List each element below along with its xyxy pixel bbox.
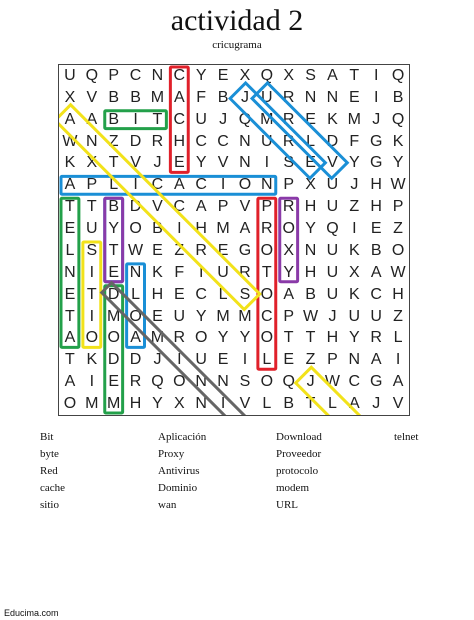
grid-letter[interactable]: M bbox=[216, 220, 230, 238]
grid-letter[interactable]: M bbox=[150, 329, 165, 347]
grid-letter[interactable]: Z bbox=[393, 220, 403, 238]
grid-letter[interactable]: L bbox=[131, 285, 141, 303]
grid-letter[interactable]: H bbox=[392, 285, 404, 303]
grid-letter[interactable]: E bbox=[305, 110, 316, 128]
grid-letter[interactable]: Q bbox=[391, 110, 405, 128]
word-item: telnet bbox=[394, 431, 419, 443]
grid-letter[interactable]: I bbox=[220, 176, 226, 194]
grid-letter[interactable]: R bbox=[239, 263, 251, 281]
grid-letter[interactable]: F bbox=[196, 88, 207, 106]
grid-letter[interactable]: V bbox=[239, 198, 251, 216]
grid-letter[interactable]: L bbox=[65, 241, 75, 259]
grid-letter[interactable]: C bbox=[348, 373, 361, 391]
grid-letter[interactable]: N bbox=[195, 373, 207, 391]
grid-letter[interactable]: X bbox=[64, 88, 76, 106]
grid-letter[interactable]: M bbox=[107, 307, 121, 325]
grid-letter[interactable]: H bbox=[370, 198, 382, 216]
grid-letter[interactable]: F bbox=[174, 263, 185, 281]
grid-letter[interactable]: D bbox=[326, 132, 339, 150]
grid-letter[interactable]: T bbox=[65, 351, 75, 369]
grid-letter[interactable]: E bbox=[305, 154, 316, 172]
grid-letter[interactable]: J bbox=[372, 110, 381, 128]
grid-letter[interactable]: W bbox=[303, 307, 319, 325]
grid-letter[interactable]: W bbox=[128, 241, 144, 259]
grid-letter[interactable]: D bbox=[107, 351, 120, 369]
grid-letter[interactable]: R bbox=[282, 110, 295, 128]
grid-letter[interactable]: S bbox=[283, 154, 295, 172]
grid-letter[interactable]: L bbox=[262, 351, 272, 369]
grid-letter[interactable]: E bbox=[152, 241, 163, 259]
grid-letter[interactable]: O bbox=[282, 220, 295, 238]
grid-letter[interactable]: S bbox=[239, 373, 251, 391]
grid-letter[interactable]: H bbox=[151, 285, 164, 303]
grid-letter[interactable]: R bbox=[282, 132, 295, 150]
grid-letter[interactable]: E bbox=[108, 263, 120, 281]
grid-letter[interactable]: T bbox=[108, 154, 119, 172]
grid-letter[interactable]: E bbox=[217, 66, 229, 84]
grid-letter[interactable]: Z bbox=[305, 351, 316, 369]
grid-letter[interactable]: J bbox=[153, 154, 162, 172]
grid-letter[interactable]: U bbox=[326, 198, 339, 216]
grid-letter[interactable]: E bbox=[173, 285, 185, 303]
word-item: URL bbox=[276, 499, 298, 511]
grid-letter[interactable]: H bbox=[304, 198, 317, 216]
grid-letter[interactable]: L bbox=[393, 329, 403, 347]
grid-letter[interactable]: N bbox=[195, 395, 207, 413]
word-item: Proveedor bbox=[276, 448, 322, 460]
grid-letter[interactable]: Y bbox=[305, 220, 316, 238]
grid-letter[interactable]: E bbox=[64, 220, 76, 238]
grid-letter[interactable]: D bbox=[129, 351, 142, 369]
grid-letter[interactable]: I bbox=[89, 373, 95, 391]
word-item: wan bbox=[158, 499, 177, 511]
grid-letter[interactable]: R bbox=[282, 88, 295, 106]
word-list bbox=[0, 431, 474, 521]
grid-letter[interactable]: K bbox=[327, 110, 338, 128]
grid-letter[interactable]: C bbox=[195, 285, 207, 303]
grid-letter[interactable]: U bbox=[326, 176, 339, 194]
grid-letter[interactable]: O bbox=[129, 307, 142, 325]
grid-letter[interactable]: N bbox=[261, 176, 273, 194]
grid-letter[interactable]: R bbox=[261, 220, 273, 238]
grid-letter[interactable]: X bbox=[86, 154, 98, 172]
grid-letter[interactable]: A bbox=[348, 395, 360, 413]
grid-letter[interactable]: N bbox=[239, 132, 251, 150]
word-item: Aplicación bbox=[158, 431, 207, 443]
grid-letter[interactable]: K bbox=[86, 351, 98, 369]
grid-letter[interactable]: K bbox=[64, 154, 76, 172]
grid-letter[interactable]: O bbox=[173, 373, 186, 391]
grid-letter[interactable]: A bbox=[86, 110, 98, 128]
letter-grid bbox=[59, 65, 409, 415]
grid-letter[interactable]: P bbox=[217, 198, 229, 216]
grid-letter[interactable]: B bbox=[283, 395, 295, 413]
grid-letter[interactable]: M bbox=[150, 88, 165, 106]
grid-letter[interactable]: U bbox=[326, 285, 339, 303]
grid-letter[interactable]: U bbox=[195, 351, 207, 369]
grid-letter[interactable]: G bbox=[369, 154, 383, 172]
grid-letter[interactable]: N bbox=[151, 66, 164, 84]
grid-letter[interactable]: V bbox=[239, 395, 251, 413]
grid-letter[interactable]: O bbox=[63, 395, 77, 413]
grid-letter[interactable]: R bbox=[129, 373, 142, 391]
grid-letter[interactable]: Y bbox=[348, 329, 360, 347]
word-item: Red bbox=[40, 465, 58, 477]
grid-letter[interactable]: R bbox=[151, 132, 164, 150]
grid-letter[interactable]: E bbox=[64, 285, 76, 303]
grid-letter[interactable]: U bbox=[173, 307, 186, 325]
grid-letter[interactable]: I bbox=[133, 176, 138, 194]
grid-letter[interactable]: A bbox=[64, 329, 76, 347]
grid-letter[interactable]: J bbox=[306, 373, 315, 391]
grid-letter[interactable]: O bbox=[260, 329, 274, 347]
grid-letter[interactable]: T bbox=[283, 329, 294, 347]
grid-letter[interactable]: N bbox=[239, 154, 251, 172]
grid-letter[interactable]: H bbox=[370, 176, 382, 194]
grid-letter[interactable]: M bbox=[107, 395, 121, 413]
grid-letter[interactable]: A bbox=[64, 110, 76, 128]
grid-letter[interactable]: N bbox=[304, 241, 317, 259]
grid-letter[interactable]: I bbox=[264, 154, 270, 172]
grid-letter[interactable]: I bbox=[220, 395, 226, 413]
grid-letter[interactable]: I bbox=[242, 351, 248, 369]
grid-letter[interactable]: N bbox=[348, 351, 361, 369]
page-title: actividad 2 bbox=[170, 4, 304, 37]
grid-letter[interactable]: I bbox=[133, 110, 138, 128]
grid-letter[interactable]: B bbox=[152, 220, 163, 238]
grid-letter[interactable]: Q bbox=[391, 66, 405, 84]
grid-letter[interactable]: R bbox=[370, 329, 382, 347]
grid-letter[interactable]: A bbox=[64, 176, 76, 194]
word-item: Antivirus bbox=[158, 465, 200, 477]
grid-letter[interactable]: X bbox=[283, 241, 295, 259]
grid-letter[interactable]: J bbox=[328, 307, 337, 325]
grid-letter[interactable]: M bbox=[260, 110, 274, 128]
grid-letter[interactable]: Q bbox=[326, 220, 339, 238]
grid-letter[interactable]: C bbox=[151, 176, 164, 194]
grid-letter[interactable]: B bbox=[217, 88, 229, 106]
word-item: Proxy bbox=[158, 448, 185, 460]
grid-letter[interactable]: G bbox=[369, 373, 383, 391]
grid-letter[interactable]: Z bbox=[108, 132, 119, 150]
grid-letter[interactable]: O bbox=[85, 329, 99, 347]
grid-letter[interactable]: D bbox=[107, 285, 120, 303]
grid-letter[interactable]: A bbox=[64, 373, 76, 391]
grid-letter[interactable]: G bbox=[238, 241, 252, 259]
grid-letter[interactable]: T bbox=[349, 66, 360, 84]
grid-letter[interactable]: H bbox=[304, 263, 317, 281]
grid-letter[interactable]: A bbox=[327, 66, 338, 84]
grid-letter[interactable]: A bbox=[130, 329, 141, 347]
grid-letter[interactable]: A bbox=[195, 198, 207, 216]
grid-letter[interactable]: V bbox=[152, 198, 163, 216]
grid-letter[interactable]: Y bbox=[392, 154, 404, 172]
grid-letter[interactable]: Z bbox=[349, 198, 360, 216]
grid-letter[interactable]: E bbox=[108, 373, 120, 391]
grid-letter[interactable]: L bbox=[109, 176, 119, 194]
word-item: Dominio bbox=[158, 482, 198, 494]
grid-letter[interactable]: U bbox=[370, 307, 382, 325]
grid-letter[interactable]: C bbox=[217, 132, 229, 150]
grid-letter[interactable]: V bbox=[327, 154, 338, 172]
grid-letter[interactable]: W bbox=[390, 263, 406, 281]
grid-letter[interactable]: I bbox=[373, 66, 379, 84]
grid-letter[interactable]: Y bbox=[108, 220, 120, 238]
word-item: Download bbox=[276, 431, 322, 443]
grid-letter[interactable]: S bbox=[305, 66, 316, 84]
grid-letter[interactable]: P bbox=[327, 351, 338, 369]
grid-letter[interactable]: J bbox=[372, 395, 381, 413]
grid-letter[interactable]: W bbox=[390, 176, 406, 194]
grid-letter[interactable]: M bbox=[85, 395, 99, 413]
grid-letter[interactable]: T bbox=[305, 395, 316, 413]
grid-letter[interactable]: K bbox=[392, 132, 404, 150]
grid-letter[interactable]: X bbox=[173, 395, 185, 413]
grid-letter[interactable]: U bbox=[348, 307, 361, 325]
grid-letter[interactable]: J bbox=[240, 88, 249, 106]
grid-letter[interactable]: L bbox=[262, 395, 272, 413]
grid-letter[interactable]: I bbox=[373, 88, 379, 106]
grid-letter[interactable]: B bbox=[370, 241, 382, 259]
grid-letter[interactable]: H bbox=[129, 395, 142, 413]
grid-letter[interactable]: O bbox=[107, 329, 120, 347]
grid-letter[interactable]: Q bbox=[85, 66, 99, 84]
grid-letter[interactable]: I bbox=[395, 351, 401, 369]
grid-letter[interactable]: O bbox=[129, 220, 142, 238]
grid-letter[interactable]: T bbox=[86, 198, 97, 216]
grid-letter[interactable]: U bbox=[261, 132, 273, 150]
grid-letter[interactable]: Y bbox=[195, 307, 207, 325]
grid-letter[interactable]: A bbox=[283, 285, 295, 303]
grid-letter[interactable]: B bbox=[130, 88, 141, 106]
grid-letter[interactable]: C bbox=[173, 110, 186, 128]
grid-letter[interactable]: P bbox=[86, 176, 98, 194]
grid-letter[interactable]: B bbox=[305, 285, 316, 303]
grid-letter[interactable]: U bbox=[86, 220, 98, 238]
grid-letter[interactable]: C bbox=[129, 66, 142, 84]
word-item: modem bbox=[276, 482, 309, 494]
grid-letter[interactable]: P bbox=[108, 66, 120, 84]
grid-letter[interactable]: U bbox=[326, 241, 339, 259]
grid-letter[interactable]: X bbox=[348, 263, 360, 281]
grid-letter[interactable]: M bbox=[238, 307, 252, 325]
grid-letter[interactable]: I bbox=[89, 307, 95, 325]
grid-letter[interactable]: H bbox=[326, 329, 339, 347]
grid-letter[interactable]: C bbox=[261, 307, 273, 325]
grid-letter[interactable]: H bbox=[173, 132, 186, 150]
grid-letter[interactable]: T bbox=[65, 198, 75, 216]
grid-letter[interactable]: W bbox=[324, 373, 340, 391]
grid-letter[interactable]: J bbox=[153, 351, 162, 369]
grid-letter[interactable]: I bbox=[352, 220, 357, 238]
grid-letter[interactable]: Y bbox=[283, 263, 295, 281]
grid-letter[interactable]: C bbox=[195, 132, 207, 150]
word-item: Bit bbox=[40, 431, 54, 443]
grid-letter[interactable]: U bbox=[217, 263, 229, 281]
grid-letter[interactable]: E bbox=[348, 88, 360, 106]
grid-letter[interactable]: P bbox=[392, 198, 404, 216]
grid-letter[interactable]: T bbox=[305, 329, 316, 347]
word-search-grid bbox=[58, 64, 410, 416]
grid-letter[interactable]: R bbox=[195, 241, 207, 259]
grid-letter[interactable]: J bbox=[350, 176, 359, 194]
grid-letter[interactable]: W bbox=[62, 132, 78, 150]
grid-letter[interactable]: N bbox=[86, 132, 98, 150]
grid-letter[interactable]: E bbox=[217, 351, 229, 369]
grid-letter[interactable]: Y bbox=[152, 395, 163, 413]
grid-letter[interactable]: Z bbox=[174, 241, 185, 259]
grid-letter[interactable]: S bbox=[239, 285, 251, 303]
grid-letter[interactable]: E bbox=[283, 351, 295, 369]
grid-letter[interactable]: H bbox=[195, 220, 207, 238]
grid-letter[interactable]: P bbox=[283, 176, 295, 194]
grid-letter[interactable]: A bbox=[173, 88, 185, 106]
grid-letter[interactable]: X bbox=[305, 176, 316, 194]
grid-letter[interactable]: A bbox=[370, 263, 382, 281]
grid-letter[interactable]: Q bbox=[238, 110, 252, 128]
grid-letter[interactable]: S bbox=[86, 241, 98, 259]
footer-credit: Educima.com bbox=[4, 608, 59, 618]
grid-letter[interactable]: V bbox=[130, 154, 141, 172]
grid-letter[interactable]: C bbox=[195, 176, 207, 194]
grid-letter[interactable]: V bbox=[392, 395, 404, 413]
word-item: sitio bbox=[40, 499, 59, 511]
grid-letter[interactable]: B bbox=[108, 110, 120, 128]
grid-letter[interactable]: O bbox=[238, 176, 252, 194]
grid-letter[interactable]: Q bbox=[151, 373, 164, 391]
grid-letter[interactable]: B bbox=[108, 88, 120, 106]
grid-letter[interactable]: O bbox=[194, 329, 208, 347]
grid-letter[interactable]: N bbox=[129, 263, 142, 281]
grid-letter[interactable]: D bbox=[129, 132, 142, 150]
grid-letter[interactable]: F bbox=[349, 132, 360, 150]
grid-letter[interactable]: X bbox=[239, 66, 251, 84]
grid-letter[interactable]: A bbox=[392, 373, 404, 391]
grid-letter[interactable]: A bbox=[370, 351, 382, 369]
grid-letter[interactable]: O bbox=[260, 285, 274, 303]
grid-letter[interactable]: N bbox=[326, 88, 339, 106]
grid-letter[interactable]: E bbox=[173, 154, 185, 172]
grid-letter[interactable]: L bbox=[327, 395, 337, 413]
grid-letter[interactable]: A bbox=[173, 176, 185, 194]
word-item: cache bbox=[40, 482, 66, 494]
grid-letter[interactable]: C bbox=[370, 285, 382, 303]
grid-letter[interactable]: E bbox=[152, 307, 163, 325]
grid-letter[interactable]: L bbox=[306, 132, 316, 150]
grid-letter[interactable]: O bbox=[391, 241, 405, 259]
word-item: protocolo bbox=[276, 465, 319, 477]
word-item: byte bbox=[40, 448, 59, 460]
grid-letter[interactable]: Y bbox=[217, 329, 229, 347]
grid-letter[interactable]: U bbox=[195, 110, 207, 128]
grid-letter[interactable]: M bbox=[347, 110, 361, 128]
grid-letter[interactable]: C bbox=[173, 66, 186, 84]
grid-letter[interactable]: B bbox=[108, 198, 120, 216]
grid-letter[interactable]: E bbox=[217, 241, 229, 259]
grid-letter[interactable]: V bbox=[217, 154, 229, 172]
grid-letter[interactable]: P bbox=[261, 198, 273, 216]
grid-letter[interactable]: Y bbox=[239, 329, 251, 347]
grid-letter[interactable]: K bbox=[152, 263, 163, 281]
grid-letter[interactable]: I bbox=[89, 263, 95, 281]
grid-letter[interactable]: T bbox=[261, 263, 272, 281]
grid-letter[interactable]: M bbox=[216, 307, 230, 325]
grid-letter[interactable]: B bbox=[392, 88, 404, 106]
grid-letter[interactable]: O bbox=[260, 241, 274, 259]
grid-letter[interactable]: L bbox=[218, 285, 228, 303]
grid-letter[interactable]: J bbox=[219, 110, 228, 128]
grid-letter[interactable]: I bbox=[177, 220, 182, 238]
grid-letter[interactable]: K bbox=[348, 285, 360, 303]
grid-letter[interactable]: Y bbox=[195, 66, 207, 84]
grid-letter[interactable]: U bbox=[261, 88, 273, 106]
grid-letter[interactable]: G bbox=[369, 132, 383, 150]
page-subtitle: cricugrama bbox=[212, 39, 262, 51]
grid-letter[interactable]: X bbox=[283, 66, 295, 84]
grid-letter[interactable]: N bbox=[304, 88, 317, 106]
grid-letter[interactable]: D bbox=[129, 198, 142, 216]
grid-letter[interactable]: U bbox=[64, 66, 76, 84]
grid-letter[interactable]: Y bbox=[348, 154, 360, 172]
grid-letter[interactable]: C bbox=[173, 198, 186, 216]
grid-letter[interactable]: I bbox=[198, 263, 204, 281]
grid-letter[interactable]: V bbox=[86, 88, 98, 106]
grid-letter[interactable]: Q bbox=[282, 373, 295, 391]
grid-letter[interactable]: O bbox=[260, 373, 274, 391]
grid-letter[interactable]: I bbox=[177, 351, 182, 369]
grid-letter[interactable]: R bbox=[173, 329, 186, 347]
grid-letter[interactable]: U bbox=[326, 263, 339, 281]
grid-letter[interactable]: N bbox=[64, 263, 76, 281]
grid-letter[interactable]: Z bbox=[393, 307, 403, 325]
grid-letter[interactable]: K bbox=[348, 241, 360, 259]
grid-letter[interactable]: T bbox=[65, 307, 75, 325]
grid-letter[interactable]: N bbox=[217, 373, 229, 391]
grid-letter[interactable]: T bbox=[108, 241, 119, 259]
grid-letter[interactable]: E bbox=[370, 220, 382, 238]
grid-letter[interactable]: Y bbox=[195, 154, 207, 172]
grid-letter[interactable]: T bbox=[152, 110, 163, 128]
grid-letter[interactable]: Q bbox=[260, 66, 274, 84]
grid-letter[interactable]: T bbox=[86, 285, 97, 303]
grid-letter[interactable]: R bbox=[282, 198, 295, 216]
grid-letter[interactable]: A bbox=[239, 220, 251, 238]
grid-letter[interactable]: P bbox=[283, 307, 295, 325]
